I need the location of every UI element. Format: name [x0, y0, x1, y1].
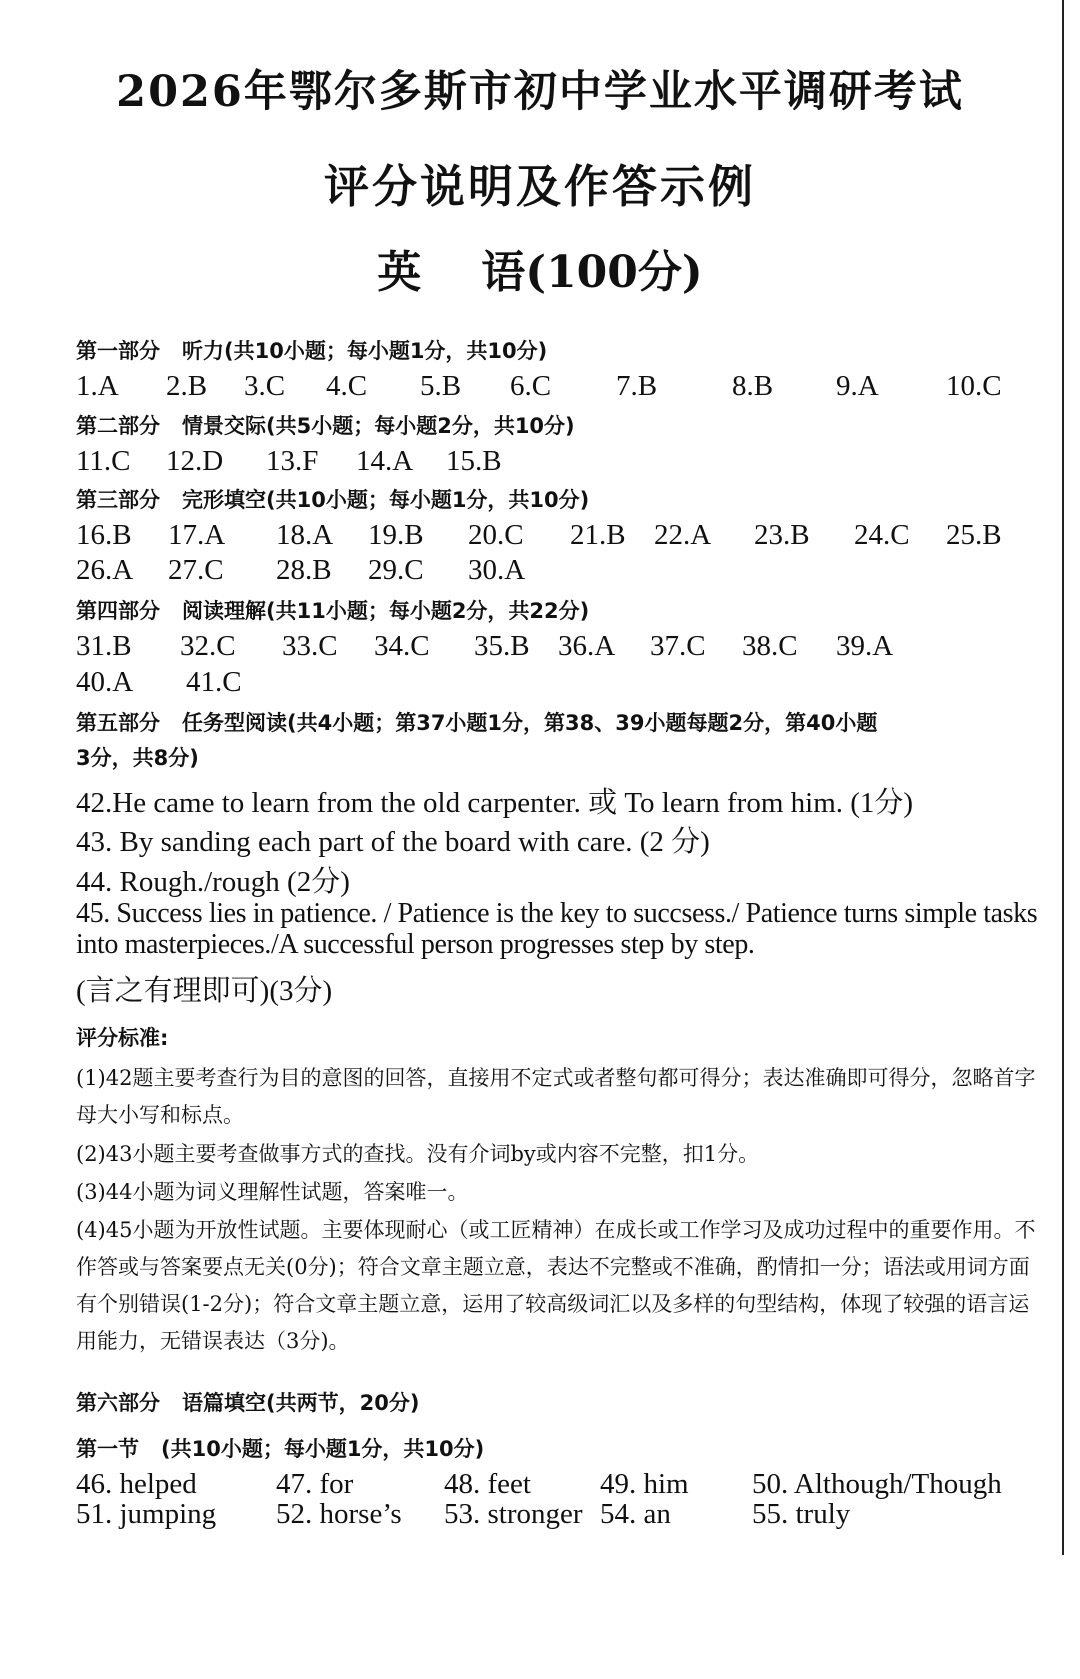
answer-item: 27.C [168, 554, 224, 586]
answer-item: 11.C [76, 445, 131, 477]
answer-item: 28.B [276, 554, 332, 586]
part1-heading: 第一部分 听力(共10小题；每小题1分，共10分) [76, 339, 548, 363]
exam-title: 2026年鄂尔多斯市初中学业水平调研考试 [116, 67, 964, 117]
answer-item: 36.A [558, 630, 616, 662]
criteria-item-2: (2)43小题主要考查做事方式的查找。没有介词by或内容不完整，扣1分。 [76, 1142, 760, 1166]
answer-item: 21.B [570, 519, 626, 551]
answer-45-note: (言之有理即可)(3分) [76, 975, 333, 1007]
answer-item: 40.A [76, 666, 134, 698]
answer-item: 48. feet [444, 1468, 531, 1500]
answer-item: 14.A [356, 445, 414, 477]
part4-heading: 第四部分 阅读理解(共11小题；每小题2分，共22分) [76, 599, 590, 623]
answer-item: 47. for [276, 1468, 354, 1500]
answer-item: 12.D [166, 445, 224, 477]
answer-item: 19.B [368, 519, 424, 551]
answer-item: 9.A [836, 370, 879, 402]
answer-item: 54. an [600, 1498, 671, 1530]
answer-item: 20.C [468, 519, 524, 551]
answer-item: 50. Although/Though [752, 1468, 1002, 1500]
answer-45: 45. Success lies in patience. / Patience is the key to succsess./ Patience turns simple tasks into masterpieces./A successful person progresses step by step. [76, 898, 1038, 960]
answer-item: 53. stronger [444, 1498, 583, 1530]
answer-item: 3.C [244, 370, 286, 402]
answer-item: 37.C [650, 630, 706, 662]
part6-section1-heading: 第一节 (共10小题；每小题1分，共10分) [76, 1437, 485, 1461]
answer-item: 2.B [166, 370, 208, 402]
answer-item: 13.F [266, 445, 319, 477]
part2-heading: 第二部分 情景交际(共5小题；每小题2分，共10分) [76, 414, 575, 438]
answer-item: 41.C [186, 666, 242, 698]
answer-item: 5.B [420, 370, 462, 402]
answer-item: 8.B [732, 370, 774, 402]
answer-item: 25.B [946, 519, 1002, 551]
page-edge-line [1062, 0, 1064, 1555]
answer-item: 31.B [76, 630, 132, 662]
criteria-item-3: (3)44小题为词义理解性试题，答案唯一。 [76, 1180, 469, 1204]
criteria-item-4: (4)45小题为开放性试题。主要体现耐心（或工匠精神）在成长或工作学习及成功过程中的重要作用。不作答或与答案要点无关(0分)；符合文章主题立意，表达不完整或不准确，酌情扣一分；语法或用词方面有个别错误(1-2分)；符合文章主题立意，运用了较高级词汇以及多样的句型结构，体现了较强的语言运用能力，无错误表达（3分)。 [76, 1218, 1036, 1353]
answer-42: 42.He came to learn from the old carpenter. 或 To learn from him. (1分) [76, 787, 914, 819]
subject-title [0, 236, 1080, 300]
answer-item: 39.A [836, 630, 894, 662]
answer-item: 24.C [854, 519, 910, 551]
answer-item: 1.A [76, 370, 119, 402]
answer-item: 29.C [368, 554, 424, 586]
answer-item: 16.B [76, 519, 132, 551]
answer-item: 26.A [76, 554, 134, 586]
answer-item: 38.C [742, 630, 798, 662]
answer-44: 44. Rough./rough (2分) [76, 866, 350, 898]
answer-item: 33.C [282, 630, 338, 662]
criteria-item-1: (1)42题主要考查行为目的意图的回答，直接用不定式或者整句都可得分；表达准确即可得分，忽略首字母大小写和标点。 [76, 1066, 1036, 1127]
part6-heading: 第六部分 语篇填空(共两节，20分) [76, 1391, 420, 1415]
answer-43: 43. By sanding each part of the board with care. (2 分) [76, 826, 710, 858]
answer-item: 32.C [180, 630, 236, 662]
answer-item: 18.A [276, 519, 334, 551]
answer-item: 55. truly [752, 1498, 851, 1530]
answer-item: 30.A [468, 554, 526, 586]
answer-item: 22.A [654, 519, 712, 551]
answer-item: 10.C [946, 370, 1002, 402]
criteria-title: 评分标准: [76, 1026, 169, 1050]
answer-item: 46. helped [76, 1468, 197, 1500]
subject-char-2: 语(100分) [481, 247, 703, 298]
subject-char-1: 英 [377, 247, 422, 298]
answer-item: 49. him [600, 1468, 689, 1500]
answer-item: 52. horse’s [276, 1498, 402, 1530]
answer-item: 7.B [616, 370, 658, 402]
part5-heading-cont: 3分，共8分) [76, 746, 199, 770]
part3-heading: 第三部分 完形填空(共10小题；每小题1分，共10分) [76, 488, 590, 512]
answer-item: 51. jumping [76, 1498, 217, 1530]
answer-item: 6.C [510, 370, 552, 402]
answer-item: 4.C [326, 370, 368, 402]
answer-item: 34.C [374, 630, 430, 662]
answer-item: 35.B [474, 630, 530, 662]
answer-item: 17.A [168, 519, 226, 551]
document-subtitle: 评分说明及作答示例 [323, 160, 756, 213]
answer-item: 15.B [446, 445, 502, 477]
answer-item: 23.B [754, 519, 810, 551]
part5-heading: 第五部分 任务型阅读(共4小题；第37小题1分，第38、39小题每题2分，第40小题 [76, 711, 878, 735]
